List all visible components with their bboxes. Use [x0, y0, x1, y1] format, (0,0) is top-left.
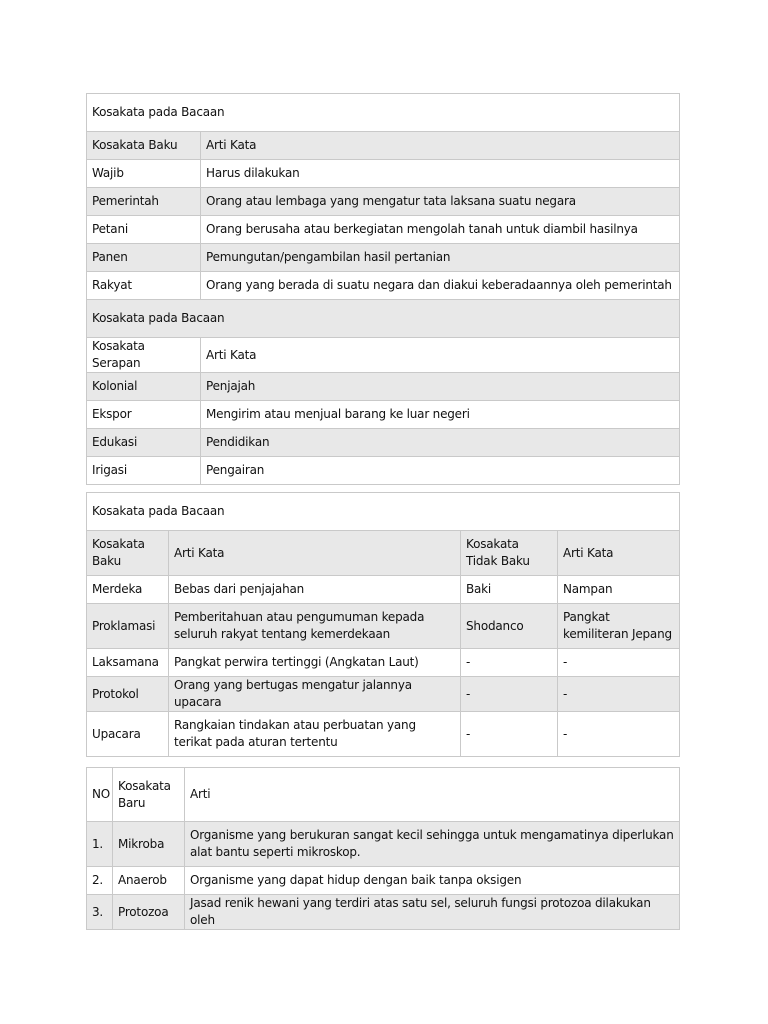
table-header-row [87, 132, 680, 160]
term-cell: Proklamasi [87, 604, 169, 649]
table-row [87, 822, 680, 867]
term-cell: Ekspor [87, 401, 201, 429]
term-cell: Anaerob [113, 867, 185, 895]
column-header: Kosakata Baku [87, 132, 201, 160]
meaning-cell: Jasad renik hewani yang terdiri atas satu sel, seluruh fungsi protozoa dilakukan oleh [185, 895, 680, 930]
table-row [87, 272, 680, 300]
meaning-cell: Orang atau lembaga yang mengatur tata laksana suatu negara [201, 188, 680, 216]
table-row [87, 895, 680, 930]
table-row [87, 160, 680, 188]
table-row [87, 867, 680, 895]
term-cell: Wajib [87, 160, 201, 188]
meaning-cell: Organisme yang dapat hidup dengan baik tanpa oksigen [185, 867, 680, 895]
number-cell: 1. [87, 822, 113, 867]
term-cell: Panen [87, 244, 201, 272]
term-cell: Mikroba [113, 822, 185, 867]
term-cell: Upacara [87, 712, 169, 757]
column-header: NO [87, 768, 113, 822]
term-cell: Irigasi [87, 457, 201, 485]
table-row [87, 677, 680, 712]
table-row [87, 373, 680, 401]
meaning-cell: Pendidikan [201, 429, 680, 457]
table-row [87, 188, 680, 216]
nonstandard-term-cell: Baki [461, 576, 558, 604]
term-cell: Edukasi [87, 429, 201, 457]
column-header: Kosakata Baru [113, 768, 185, 822]
vocabulary-table-baku-serapan [86, 93, 680, 485]
column-header: Arti Kata [169, 531, 461, 576]
meaning-cell: Orang yang bertugas mengatur jalannya upacara [169, 677, 461, 712]
term-cell: Laksamana [87, 649, 169, 677]
meaning-cell: Pangkat perwira tertinggi (Angkatan Laut) [169, 649, 461, 677]
table-title: Kosakata pada Bacaan [87, 493, 680, 531]
vocabulary-table-baku-tidak-baku [86, 492, 680, 757]
column-header: Kosakata Baku [87, 531, 169, 576]
table-title: Kosakata pada Bacaan [87, 94, 680, 132]
nonstandard-meaning-cell: - [558, 677, 680, 712]
meaning-cell: Organisme yang berukuran sangat kecil sehingga untuk mengamatinya diperlukan alat bantu seperti mikroskop. [185, 822, 680, 867]
table-row [87, 216, 680, 244]
nonstandard-meaning-cell: - [558, 649, 680, 677]
meaning-cell: Rangkaian tindakan atau perbuatan yang terikat pada aturan tertentu [169, 712, 461, 757]
table-header-row [87, 338, 680, 373]
column-header: Kosakata Tidak Baku [461, 531, 558, 576]
meaning-cell: Penjajah [201, 373, 680, 401]
nonstandard-meaning-cell: Nampan [558, 576, 680, 604]
meaning-cell: Pemberitahuan atau pengumuman kepada seluruh rakyat tentang kemerdekaan [169, 604, 461, 649]
term-cell: Petani [87, 216, 201, 244]
meaning-cell: Pengairan [201, 457, 680, 485]
meaning-cell: Mengirim atau menjual barang ke luar negeri [201, 401, 680, 429]
number-cell: 3. [87, 895, 113, 930]
column-header: Arti Kata [558, 531, 680, 576]
number-cell: 2. [87, 867, 113, 895]
table-row [87, 576, 680, 604]
table-subtitle-row [87, 300, 680, 338]
column-header: Arti Kata [201, 132, 680, 160]
nonstandard-term-cell: - [461, 649, 558, 677]
table-title-row [87, 94, 680, 132]
table-title-row [87, 493, 680, 531]
meaning-cell: Orang yang berada di suatu negara dan diakui keberadaannya oleh pemerintah [201, 272, 680, 300]
table-row [87, 244, 680, 272]
table-row [87, 401, 680, 429]
nonstandard-term-cell: - [461, 677, 558, 712]
meaning-cell: Bebas dari penjajahan [169, 576, 461, 604]
term-cell: Protozoa [113, 895, 185, 930]
nonstandard-term-cell: Shodanco [461, 604, 558, 649]
table-row [87, 649, 680, 677]
table-row [87, 429, 680, 457]
meaning-cell: Pemungutan/pengambilan hasil pertanian [201, 244, 680, 272]
table-header-row [87, 768, 680, 822]
column-header: Arti Kata [201, 338, 680, 373]
column-header: Arti [185, 768, 680, 822]
column-header: Kosakata Serapan [87, 338, 201, 373]
table-header-row [87, 531, 680, 576]
table-row [87, 604, 680, 649]
nonstandard-meaning-cell: Pangkat kemiliteran Jepang [558, 604, 680, 649]
vocabulary-table-kosakata-baru [86, 767, 680, 930]
table-row [87, 457, 680, 485]
term-cell: Rakyat [87, 272, 201, 300]
meaning-cell: Harus dilakukan [201, 160, 680, 188]
term-cell: Merdeka [87, 576, 169, 604]
nonstandard-term-cell: - [461, 712, 558, 757]
term-cell: Pemerintah [87, 188, 201, 216]
table-row [87, 712, 680, 757]
term-cell: Protokol [87, 677, 169, 712]
meaning-cell: Orang berusaha atau berkegiatan mengolah tanah untuk diambil hasilnya [201, 216, 680, 244]
table-subtitle: Kosakata pada Bacaan [87, 300, 680, 338]
term-cell: Kolonial [87, 373, 201, 401]
nonstandard-meaning-cell: - [558, 712, 680, 757]
